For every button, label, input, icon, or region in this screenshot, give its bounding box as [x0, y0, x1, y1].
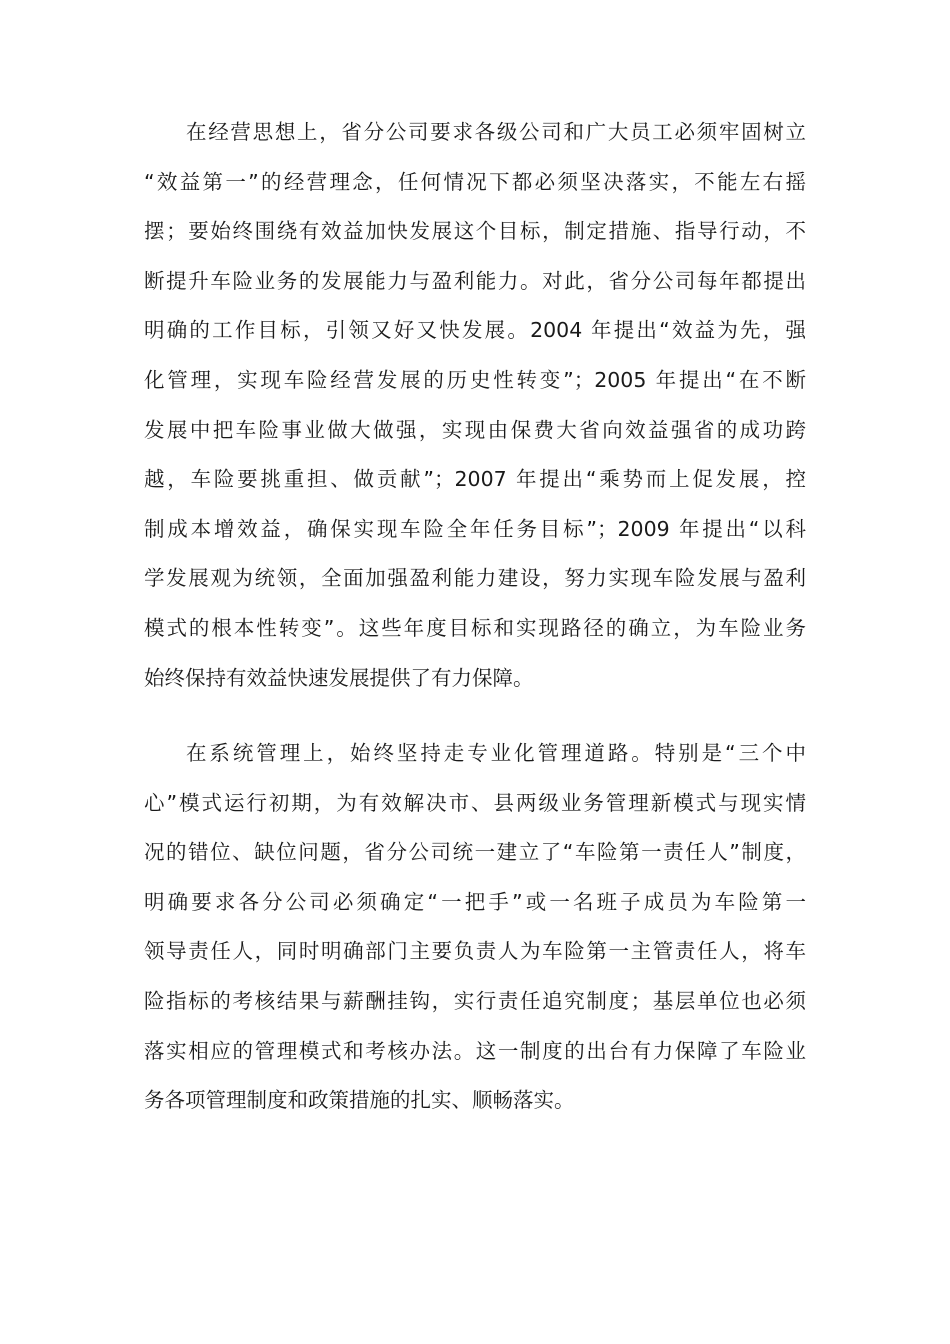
- paragraph-system-management: [144, 729, 806, 1126]
- text-line: 务各项管理制度和政策措施的扎实、顺畅落实。: [144, 1088, 575, 1113]
- text-line: 在经营思想上，省分公司要求各级公司和广大员工必须牢固树立: [186, 120, 806, 144]
- text-line: 越，车险要挑重担、做贡献”；2007 年提出“乘势而上促发展，控: [144, 467, 806, 492]
- text-line: 明确的工作目标，引领又好又快发展。2004 年提出“效益为先，强: [144, 318, 806, 343]
- text-line: 始终保持有效益快速发展提供了有力保障。: [144, 665, 534, 690]
- text-line: 险指标的考核结果与薪酬挂钩，实行责任追究制度；基层单位也必须: [144, 988, 806, 1013]
- text-line: 发展中把车险事业做大做强，实现由保费大省向效益强省的成功跨: [144, 417, 806, 442]
- text-line: 断提升车险业务的发展能力与盈利能力。对此，省分公司每年都提出: [144, 268, 806, 293]
- text-line: 心”模式运行初期，为有效解决市、县两级业务管理新模式与现实情: [144, 790, 806, 815]
- text-line: 明确要求各分公司必须确定“一把手”或一名班子成员为车险第一: [144, 889, 806, 914]
- text-line: 摆；要始终围绕有效益加快发展这个目标，制定措施、指导行动，不: [144, 219, 806, 244]
- text-line: 落实相应的管理模式和考核办法。这一制度的出台有力保障了车险业: [144, 1038, 806, 1063]
- text-line: 在系统管理上，始终坚持走专业化管理道路。特别是“三个中: [186, 741, 806, 765]
- text-line: 制成本增效益，确保实现车险全年任务目标”；2009 年提出“以科: [144, 516, 806, 541]
- paragraph-management-philosophy: [144, 108, 806, 703]
- text-line: 模式的根本性转变”。这些年度目标和实现路径的确立，为车险业务: [144, 615, 806, 640]
- text-line: 领导责任人，同时明确部门主要负责人为车险第一主管责任人，将车: [144, 939, 806, 964]
- text-line: 况的错位、缺位问题，省分公司统一建立了“车险第一责任人”制度，: [144, 840, 806, 865]
- text-line: “效益第一”的经营理念，任何情况下都必须坚决落实，不能左右摇: [144, 169, 806, 194]
- text-line: 化管理，实现车险经营发展的历史性转变”；2005 年提出“在不断: [144, 367, 806, 392]
- text-line: 学发展观为统领，全面加强盈利能力建设，努力实现车险发展与盈利: [144, 566, 806, 591]
